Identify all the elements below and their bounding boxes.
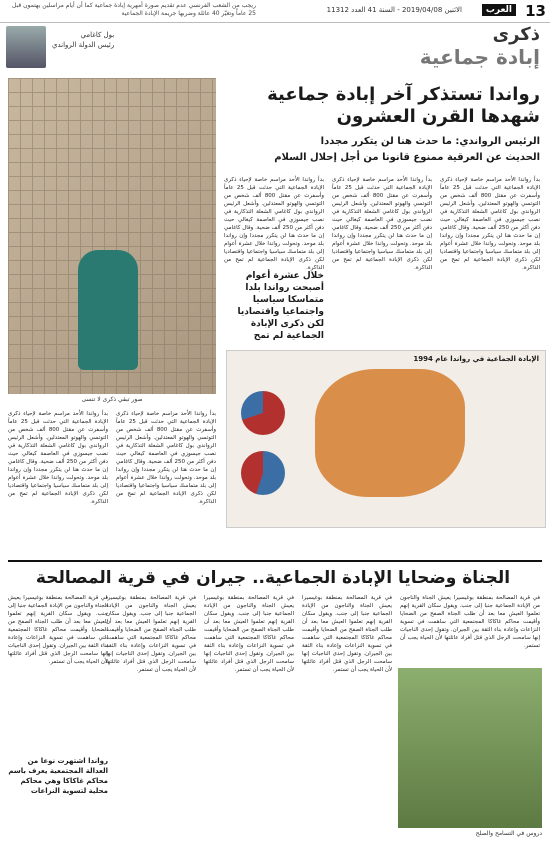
pull-quote: خلال عشرة أعوام أصبحت رواندا بلدا متماسكا سياسيا واجتماعيا واقتصاديا لكن ذكرى الإبادة الجماعية لم تمح bbox=[237, 271, 324, 341]
section-name: إبادة جماعية bbox=[419, 45, 540, 69]
second-headline: الجناة وضحايا الإبادة الجماعية.. جيران في قرية المصالحة bbox=[35, 568, 511, 588]
section-kicker: ذكرى bbox=[492, 24, 540, 45]
section-divider bbox=[8, 560, 542, 562]
subhead-2: الحديث عن العرقية ممنوع قانونا من أجل إحلال السلام bbox=[274, 152, 540, 163]
columnist-title: رئيس الدولة الرواندي bbox=[52, 41, 115, 49]
map-title: الإبادة الجماعية في رواندا عام 1994 bbox=[413, 355, 539, 363]
columnist-box bbox=[6, 24, 206, 70]
columnist-caption bbox=[52, 30, 114, 50]
article-column: بدأ رواندا الأحد مراسم خاصة لإحياء ذكرى الإبادة الجماعية التي حدثت قبل 25 عاماً وأسفرت عن مقتل 800 ألف شخص من التوتسي والهوتو المعتدلين. وأشعل الرئيس الرواندي بول كاغامي الشعلة التذكارية في نصب جيسوزي في العاصمة كيغالي حيث دفن أكثر من 250 ألف ضحية. وقال كاغامي إن ما حدث هنا لن يتكرر مجددا وإن رواندا بلد موحد. وتحولت رواندا خلال عشرة أعوام إلى بلد متماسك سياسيا واجتماعيا واقتصاديا لكن ذكرى الإبادة الجماعية لم تمح من الذاكرة. bbox=[224, 177, 324, 271]
article-column: بدأ رواندا الأحد مراسم خاصة لإحياء ذكرى الإبادة الجماعية التي حدثت قبل 25 عاماً وأسفرت عن مقتل 800 ألف شخص من التوتسي والهوتو المعتدلين. وأشعل الرئيس الرواندي بول كاغامي الشعلة التذكارية في نصب جيسوزي في العاصمة كيغالي حيث دفن أكثر من 250 ألف ضحية. وقال كاغامي إن ما حدث هنا لن يتكرر مجددا وإن رواندا بلد موحد. وتحولت رواندا خلال عشرة أعوام إلى بلد متماسك سياسيا واجتماعيا واقتصاديا لكن ذكرى الإبادة الجماعية لم تمح من الذاكرة. bbox=[8, 411, 108, 505]
section-title bbox=[420, 24, 540, 69]
article-column: في قرية المصالحة بمنطقة بوغيسيرا يعيش الجناة والناجون من الإبادة الجماعية جنبا إلى جنب. ويقول سكان القرية إنهم تعلموا العيش معا بعد أن طلب الجناة الصفح من الضحايا وأقيمت محاكم غاكاكا المجتمعية التي ساهمت في تسوية النزاعات وإعادة بناء الثقة بين الجيران. وتقول إحدى الناجيات إنها سامحت الرجل الذي قتل أفراد عائلتها لأن الحياة يجب أن تستمر. bbox=[302, 595, 392, 673]
columnist-name: بول كاغامي bbox=[80, 31, 115, 39]
side-highlight: رواندا اشتهرت نوعا من العدالة المجتمعية يعرف باسم محاكم غاكاكا وهي محاكم محلية لتسوية النزاعات bbox=[8, 757, 108, 795]
memorial-photo bbox=[8, 78, 216, 394]
dateline: الاثنين 2019/04/08 - السنة 41 العدد 11312 bbox=[326, 6, 462, 14]
article-column: بدأ رواندا الأحد مراسم خاصة لإحياء ذكرى الإبادة الجماعية التي حدثت قبل 25 عاماً وأسفرت عن مقتل 800 ألف شخص من التوتسي والهوتو المعتدلين. وأشعل الرئيس الرواندي بول كاغامي الشعلة التذكارية في نصب جيسوزي في العاصمة كيغالي حيث دفن أكثر من 250 ألف ضحية. وقال كاغامي إن ما حدث هنا لن يتكرر مجددا وإن رواندا بلد موحد. وتحولت رواندا خلال عشرة أعوام إلى بلد متماسك سياسيا واجتماعيا واقتصاديا لكن ذكرى الإبادة الجماعية لم تمح من الذاكرة. bbox=[440, 177, 540, 271]
woman-figure bbox=[78, 250, 138, 370]
photo-caption: صور تبقي ذكرى لا تنسى bbox=[81, 396, 143, 403]
village-photo bbox=[398, 668, 542, 828]
newspaper-logo: العرب bbox=[482, 4, 516, 16]
photo-caption: دروس في التسامح والصلح bbox=[475, 830, 542, 837]
donut-chart bbox=[241, 391, 285, 435]
page-number: 13 bbox=[525, 2, 546, 20]
infographic-map bbox=[226, 350, 546, 528]
main-headline: رواندا تستذكر آخر إبادة جماعية شهدها القرن العشرون bbox=[267, 84, 540, 127]
header-teaser: ريجب من الشعب الفرنسي عدم تقديم صورة أمهرية إبادة جماعية كما أن أيام مراسلين يهتمون قبل 25 عاماً وتغيّر 40 عائلة وضربها جريمة الإبادة الجماعية bbox=[12, 2, 256, 17]
article-column: في قرية المصالحة بمنطقة بوغيسيرا يعيش الجناة والناجون من الإبادة الجماعية جنبا إلى جنب. ويقول سكان القرية إنهم تعلموا العيش معا بعد أن طلب الجناة الصفح من الضحايا وأقيمت محاكم غاكاكا المجتمعية التي ساهمت في تسوية النزاعات وإعادة بناء الثقة بين الجيران. وتقول إحدى الناجيات إنها سامحت الرجل الذي قتل أفراد عائلتها لأن الحياة يجب أن تستمر. bbox=[204, 595, 294, 673]
avatar bbox=[6, 26, 46, 68]
article-column: بدأ رواندا الأحد مراسم خاصة لإحياء ذكرى الإبادة الجماعية التي حدثت قبل 25 عاماً وأسفرت عن مقتل 800 ألف شخص من التوتسي والهوتو المعتدلين. وأشعل الرئيس الرواندي بول كاغامي الشعلة التذكارية في نصب جيسوزي في العاصمة كيغالي حيث دفن أكثر من 250 ألف ضحية. وقال كاغامي إن ما حدث هنا لن يتكرر مجددا وإن رواندا بلد موحد. وتحولت رواندا خلال عشرة أعوام إلى بلد متماسك سياسيا واجتماعيا واقتصاديا لكن ذكرى الإبادة الجماعية لم تمح من الذاكرة. bbox=[332, 177, 432, 271]
page-header bbox=[0, 0, 550, 23]
article-column: بدأ رواندا الأحد مراسم خاصة لإحياء ذكرى الإبادة الجماعية التي حدثت قبل 25 عاماً وأسفرت عن مقتل 800 ألف شخص من التوتسي والهوتو المعتدلين. وأشعل الرئيس الرواندي بول كاغامي الشعلة التذكارية في نصب جيسوزي في العاصمة كيغالي حيث دفن أكثر من 250 ألف ضحية. وقال كاغامي إن ما حدث هنا لن يتكرر مجددا وإن رواندا بلد موحد. وتحولت رواندا خلال عشرة أعوام إلى بلد متماسك سياسيا واجتماعيا واقتصاديا لكن ذكرى الإبادة الجماعية لم تمح من الذاكرة. bbox=[116, 411, 216, 505]
article-column: في قرية المصالحة بمنطقة بوغيسيرا يعيش الجناة والناجون من الإبادة الجماعية جنبا إلى جنب. ويقول سكان القرية إنهم تعلموا العيش معا بعد أن طلب الجناة الصفح من الضحايا وأقيمت محاكم غاكاكا المجتمعية التي ساهمت في تسوية النزاعات وإعادة بناء الثقة بين الجيران. وتقول إحدى الناجيات إنها سامحت الرجل الذي قتل أفراد عائلتها لأن الحياة يجب أن تستمر. bbox=[400, 595, 540, 649]
article-column: في قرية المصالحة بمنطقة بوغيسيرا يعيش الجناة والناجون من الإبادة الجماعية جنبا إلى جنب. ويقول سكان القرية إنهم تعلموا العيش معا بعد أن طلب الجناة الصفح من الضحايا وأقيمت محاكم غاكاكا المجتمعية التي ساهمت في تسوية النزاعات وإعادة بناء الثقة بين الجيران. وتقول إحدى الناجيات إنها سامحت الرجل الذي قتل أفراد عائلتها لأن الحياة يجب أن تستمر. bbox=[8, 595, 108, 665]
donut-chart bbox=[241, 451, 285, 495]
subhead-1: الرئيس الرواندي: ما حدث هنا لن يتكرر مجددا bbox=[320, 136, 540, 147]
rwanda-map bbox=[315, 369, 465, 497]
article-column: في قرية المصالحة بمنطقة بوغيسيرا يعيش الجناة والناجون من الإبادة الجماعية جنبا إلى جنب. ويقول سكان القرية إنهم تعلموا العيش معا بعد أن طلب الجناة الصفح من الضحايا وأقيمت محاكم غاكاكا المجتمعية التي ساهمت في تسوية النزاعات وإعادة بناء الثقة بين الجيران. وتقول إحدى الناجيات إنها سامحت الرجل الذي قتل أفراد عائلتها لأن الحياة يجب أن تستمر. bbox=[106, 595, 196, 673]
